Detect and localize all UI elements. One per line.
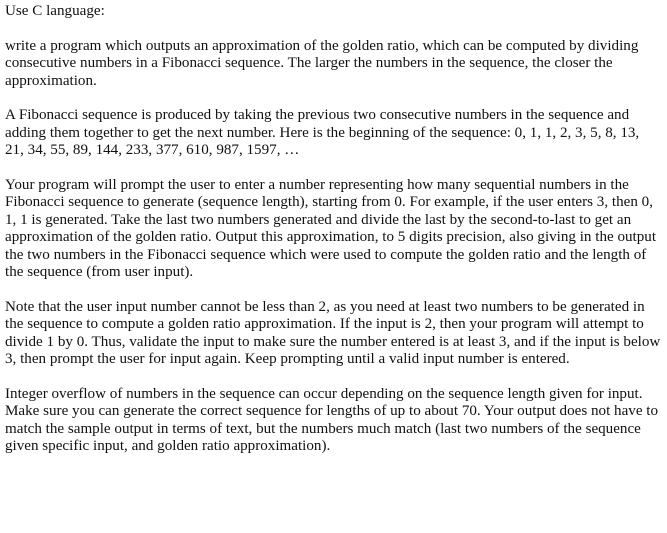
paragraph-program-behavior: Your program will prompt the user to enter a number representing how many sequential numbers in the Fibonacci sequence to generate (sequence length), starting from 0. For example, if the user enters 3, then 0, 1, 1 is generated. Take the last two numbers generated and divide the last by the second-to-last to get an approximation of the golden ratio. Output this approximation, to 5 digits precision, also giving in the output the two numbers in the Fibonacci sequence which were used to compute the golden ratio and the length of the sequence (from user input).: [5, 177, 657, 281]
paragraph-program-overview: write a program which outputs an approximation of the golden ratio, which can be computed by dividing consecutive numbers in a Fibonacci sequence. The larger the numbers in the sequence, the closer the approximation.: [5, 37, 639, 89]
paragraph-fibonacci-definition: A Fibonacci sequence is produced by taking the previous two consecutive numbers in the sequence and adding them together to get the next number. Here is the beginning of the sequence: 0, 1, 1, 2, 3, 5, 8, 13, 21, 34, 55, 89, 144, 233, 377, 610, 987, 1597, …: [5, 107, 640, 159]
paragraph-input-validation: Note that the user input number cannot be less than 2, as you need at least two numbers to be generated in the sequence to compute a golden ratio approximation. If the input is 2, then your program will attempt to divide 1 by 0. Thus, validate the input to make sure the number entered is at least 3, and if the input is below 3, then prompt the user for input again. Keep prompting until a valid input number is entered.: [5, 298, 661, 368]
paragraph-integer-overflow: Integer overflow of numbers in the sequence can occur depending on the sequence length given for input. Make sure you can generate the correct sequence for lengths of up to about 70. Your output does not have to match the sample output in terms of text, but the numbers much match (last two numbers of the sequence given specific input, and golden ratio approximation).: [5, 385, 659, 455]
paragraph-language-requirement: Use C language:: [5, 3, 105, 19]
